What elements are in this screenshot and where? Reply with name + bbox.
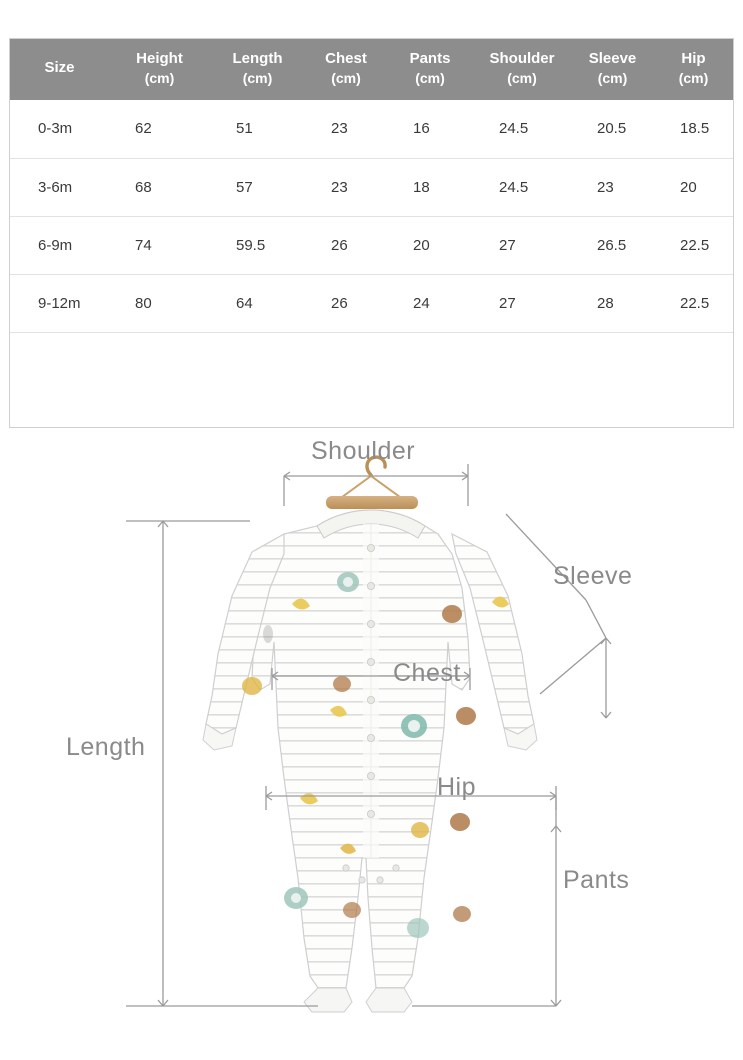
cell-height: 62	[109, 100, 210, 158]
size-chart-table	[10, 39, 733, 333]
cell-height: 80	[109, 274, 210, 332]
cell-hip: 22.5	[654, 274, 733, 332]
column-header-hip-label: Hip	[681, 50, 706, 67]
table-header-row	[10, 39, 733, 100]
romper-garment	[203, 510, 537, 1012]
cell-length: 57	[210, 158, 305, 216]
cell-pants: 16	[387, 100, 473, 158]
column-header-length	[210, 39, 305, 100]
cell-shoulder: 27	[473, 216, 571, 274]
cell-chest: 26	[305, 274, 387, 332]
label-pants: Pants	[563, 866, 630, 894]
label-sleeve: Sleeve	[553, 562, 633, 590]
cell-pants: 18	[387, 158, 473, 216]
cell-hip: 18.5	[654, 100, 733, 158]
column-header-sleeve-unit: (cm)	[597, 70, 628, 87]
cell-length: 59.5	[210, 216, 305, 274]
table-row	[10, 100, 733, 158]
cell-size: 9-12m	[10, 274, 109, 332]
cell-shoulder: 27	[473, 274, 571, 332]
cell-height: 74	[109, 216, 210, 274]
label-length: Length	[66, 733, 146, 761]
cell-size: 0-3m	[10, 100, 109, 158]
measurement-diagram	[0, 428, 743, 1060]
cell-sleeve: 28	[571, 274, 654, 332]
cell-hip: 22.5	[654, 216, 733, 274]
column-header-chest-label: Chest	[325, 50, 367, 67]
cell-size: 3-6m	[10, 158, 109, 216]
size-chart-table-container	[9, 38, 734, 428]
column-header-height	[109, 39, 210, 100]
label-hip: Hip	[437, 773, 477, 801]
label-shoulder: Shoulder	[311, 437, 416, 465]
cell-shoulder: 24.5	[473, 100, 571, 158]
cell-length: 51	[210, 100, 305, 158]
column-header-hip-unit: (cm)	[678, 70, 709, 87]
table-row	[10, 158, 733, 216]
cell-height: 68	[109, 158, 210, 216]
table-body	[10, 100, 733, 332]
column-header-shoulder-unit: (cm)	[507, 70, 537, 87]
cell-chest: 26	[305, 216, 387, 274]
cell-sleeve: 26.5	[571, 216, 654, 274]
column-header-length-unit: (cm)	[242, 70, 273, 87]
cell-sleeve: 20.5	[571, 100, 654, 158]
table-header	[10, 39, 733, 100]
column-header-chest	[305, 39, 387, 100]
column-header-sleeve-label: Sleeve	[588, 50, 637, 67]
table-row	[10, 274, 733, 332]
column-header-shoulder-label: Shoulder	[489, 50, 555, 67]
cell-chest: 23	[305, 100, 387, 158]
cell-size: 6-9m	[10, 216, 109, 274]
column-header-pants	[387, 39, 473, 100]
cell-pants: 24	[387, 274, 473, 332]
column-header-size-label: Size	[44, 59, 75, 77]
cell-length: 64	[210, 274, 305, 332]
table-row	[10, 216, 733, 274]
cell-hip: 20	[654, 158, 733, 216]
cell-sleeve: 23	[571, 158, 654, 216]
column-header-size	[10, 39, 109, 100]
column-header-height-label: Height	[136, 50, 183, 67]
column-header-sleeve	[571, 39, 654, 100]
cell-chest: 23	[305, 158, 387, 216]
column-header-length-label: Length	[232, 50, 283, 67]
label-chest: Chest	[393, 659, 461, 687]
column-header-hip	[654, 39, 733, 100]
column-header-pants-unit: (cm)	[415, 70, 445, 87]
column-header-pants-label: Pants	[409, 50, 451, 67]
column-header-chest-unit: (cm)	[331, 70, 361, 87]
cell-shoulder: 24.5	[473, 158, 571, 216]
column-header-shoulder	[473, 39, 571, 100]
cell-pants: 20	[387, 216, 473, 274]
column-header-height-unit: (cm)	[144, 70, 175, 87]
